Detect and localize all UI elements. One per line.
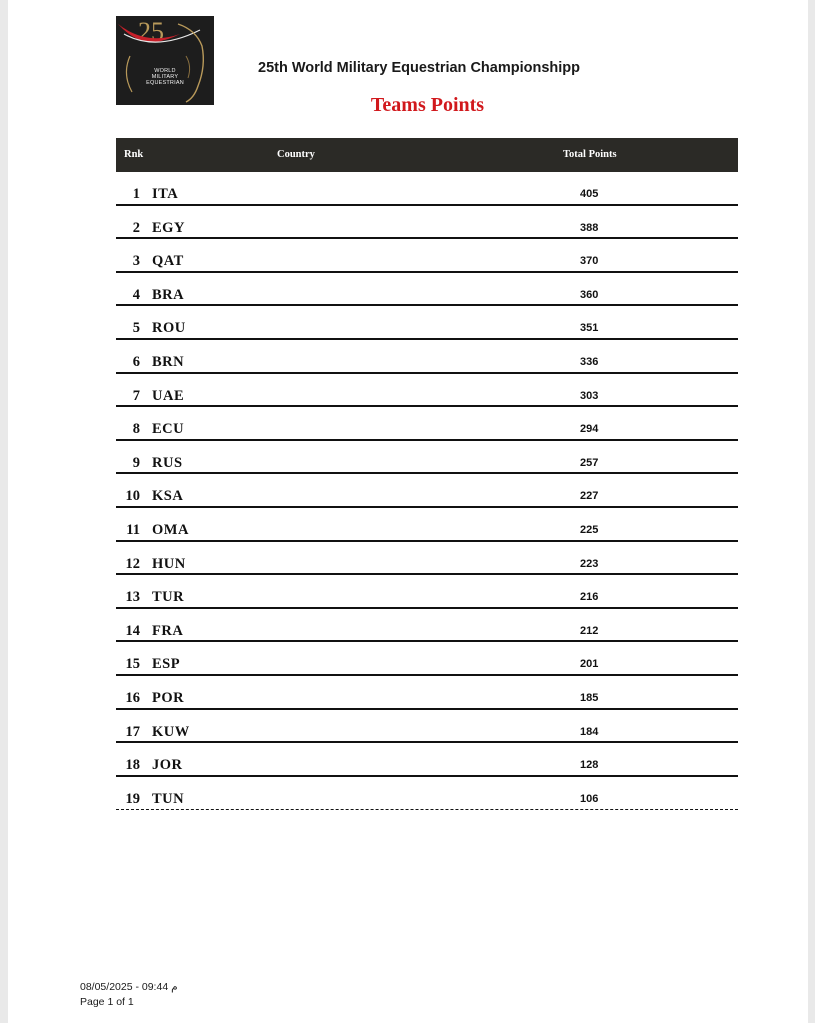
rank-cell: 12 xyxy=(125,555,140,572)
document-subtitle: Teams Points xyxy=(370,94,485,116)
country-cell: ROU xyxy=(152,320,186,337)
country-cell: RUS xyxy=(152,454,183,471)
points-cell: 227 xyxy=(580,490,599,503)
rank-cell: 15 xyxy=(125,656,140,673)
table-row xyxy=(116,575,738,609)
country-cell: KUW xyxy=(152,723,190,740)
print-timestamp: 08/05/2025 - 09:44 م xyxy=(80,981,178,993)
table-row xyxy=(116,441,738,475)
points-cell: 303 xyxy=(580,389,599,402)
country-cell: HUN xyxy=(152,555,186,572)
page-footer xyxy=(80,980,178,1010)
points-cell: 294 xyxy=(580,423,599,436)
rank-cell: 2 xyxy=(132,219,140,236)
rank-cell: 6 xyxy=(132,353,140,370)
rank-cell: 4 xyxy=(132,286,140,303)
country-cell: QAT xyxy=(152,253,184,270)
country-cell: ECU xyxy=(152,421,185,438)
rank-cell: 10 xyxy=(125,488,140,505)
table-row xyxy=(116,374,738,408)
table-row xyxy=(116,474,738,508)
logo-number: 25 xyxy=(138,17,164,46)
logo-gold-curve-left xyxy=(126,56,132,92)
table-row xyxy=(116,306,738,340)
column-header-rank: Rnk xyxy=(124,149,144,160)
table-row xyxy=(116,676,738,710)
logo-gold-curve-right xyxy=(178,24,203,102)
table-row xyxy=(116,642,738,676)
table-row xyxy=(116,542,738,576)
rank-cell: 18 xyxy=(125,757,140,774)
points-cell: 106 xyxy=(580,792,599,805)
points-cell: 360 xyxy=(580,288,599,301)
points-cell: 257 xyxy=(580,456,599,469)
points-cell: 201 xyxy=(580,658,599,671)
points-cell: 351 xyxy=(580,322,599,335)
logo-wordmark xyxy=(134,68,196,86)
points-cell: 212 xyxy=(580,624,599,637)
country-cell: BRN xyxy=(152,353,185,370)
points-cell: 405 xyxy=(580,188,599,200)
document-title: 25th World Military Equestrian Championshipp xyxy=(258,60,580,76)
country-cell: EGY xyxy=(152,219,185,236)
rank-cell: 9 xyxy=(132,454,140,471)
rank-cell: 14 xyxy=(125,622,140,639)
points-cell: 223 xyxy=(580,557,599,570)
column-header-country: Country xyxy=(277,149,315,160)
points-cell: 388 xyxy=(580,221,599,234)
table-header xyxy=(116,138,738,172)
column-header-total-points: Total Points xyxy=(563,149,617,160)
country-cell: ESP xyxy=(152,656,181,673)
table-row xyxy=(116,710,738,744)
rank-cell: 19 xyxy=(125,790,140,807)
logo-line: WORLD xyxy=(154,68,176,74)
points-cell: 185 xyxy=(580,691,599,704)
rank-cell: 1 xyxy=(132,186,140,202)
table-row xyxy=(116,172,738,206)
rank-cell: 7 xyxy=(132,387,140,404)
points-cell: 216 xyxy=(580,591,599,604)
table-row xyxy=(116,206,738,240)
points-cell: 370 xyxy=(580,255,599,268)
country-cell: POR xyxy=(152,689,185,706)
points-cell: 184 xyxy=(580,725,599,738)
country-cell: TUR xyxy=(152,589,185,606)
championship-logo xyxy=(116,16,214,105)
rank-cell: 11 xyxy=(126,521,140,538)
country-cell: JOR xyxy=(152,757,183,774)
table-row xyxy=(116,340,738,374)
country-cell: BRA xyxy=(152,286,185,303)
table-row xyxy=(116,407,738,441)
results-table-body xyxy=(116,172,738,810)
rank-cell: 16 xyxy=(125,689,140,706)
points-cell: 128 xyxy=(580,759,599,772)
country-cell: FRA xyxy=(152,622,184,639)
table-row xyxy=(116,239,738,273)
country-cell: KSA xyxy=(152,488,184,505)
logo-emblem-icon xyxy=(116,16,214,105)
table-row xyxy=(116,273,738,307)
country-cell: ITA xyxy=(152,186,179,202)
table-row xyxy=(116,743,738,777)
points-cell: 336 xyxy=(580,355,599,368)
rank-cell: 17 xyxy=(125,723,140,740)
country-cell: OMA xyxy=(152,521,189,538)
rank-cell: 13 xyxy=(125,589,140,606)
page-number: Page 1 of 1 xyxy=(80,996,134,1008)
country-cell: UAE xyxy=(152,387,185,404)
table-row xyxy=(116,777,738,811)
country-cell: TUN xyxy=(152,790,185,807)
rank-cell: 5 xyxy=(132,320,140,337)
logo-line: EQUESTRIAN xyxy=(146,80,184,86)
table-row xyxy=(116,609,738,643)
rank-cell: 8 xyxy=(132,421,140,438)
logo-line: MILITARY xyxy=(151,74,179,80)
table-row xyxy=(116,508,738,542)
points-cell: 225 xyxy=(580,523,599,536)
rank-cell: 3 xyxy=(132,253,140,270)
